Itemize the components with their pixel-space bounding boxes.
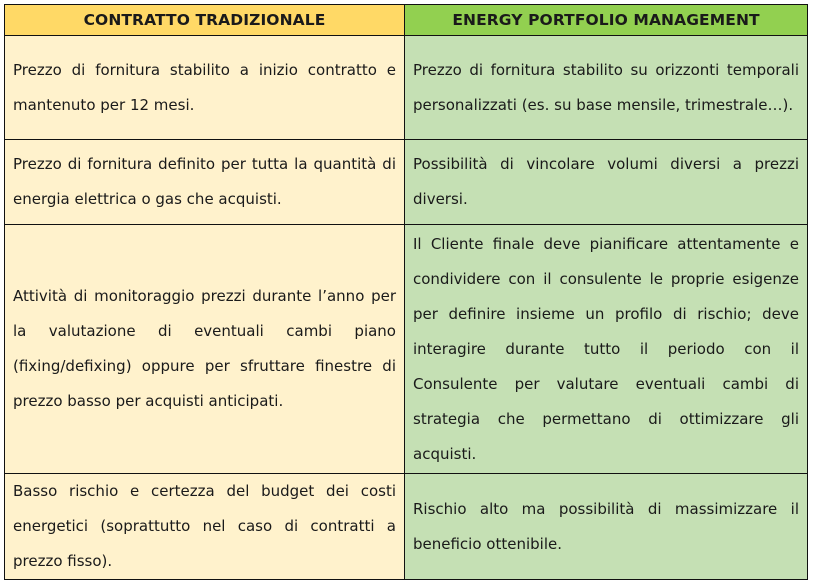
cell-text: Prezzo di fornitura stabilito a inizio contratto e mantenuto per 12 mesi. bbox=[13, 60, 396, 114]
cell-portfolio bbox=[405, 36, 808, 140]
table-row bbox=[5, 140, 808, 225]
table-row bbox=[5, 474, 808, 580]
comparison-table bbox=[4, 4, 808, 580]
cell-text: Rischio alto ma possibilità di massimizzare il beneficio ottenibile. bbox=[413, 499, 799, 553]
cell-text: Prezzo di fornitura stabilito su orizzonti temporali personalizzati (es. su base mensile, trimestrale…). bbox=[413, 60, 799, 114]
cell-tradizionale bbox=[5, 36, 405, 140]
cell-tradizionale bbox=[5, 140, 405, 225]
cell-portfolio bbox=[405, 140, 808, 225]
cell-text: Prezzo di fornitura definito per tutta la quantità di energia elettrica o gas che acquisti. bbox=[13, 155, 396, 208]
header-row bbox=[5, 5, 808, 36]
cell-text: Possibilità di vincolare volumi diversi a prezzi diversi. bbox=[413, 155, 799, 208]
cell-portfolio bbox=[405, 474, 808, 580]
table-row bbox=[5, 36, 808, 140]
cell-tradizionale bbox=[5, 474, 405, 580]
header-energy-portfolio-management: ENERGY PORTFOLIO MANAGEMENT bbox=[405, 5, 808, 36]
cell-tradizionale bbox=[5, 225, 405, 474]
cell-text: Il Cliente finale deve pianificare attentamente e condividere con il consulente le proprie esigenze per definire insieme un profilo di rischio; deve interagire durante tutto il periodo con il Consulente per valutare eventuali cambi di strategia che permettano di ottimizzare gli acquisti. bbox=[413, 234, 799, 463]
cell-portfolio bbox=[405, 225, 808, 474]
table-row bbox=[5, 225, 808, 474]
header-contratto-tradizionale: CONTRATTO TRADIZIONALE bbox=[5, 5, 405, 36]
cell-text: Basso rischio e certezza del budget dei costi energetici (soprattutto nel caso di contratti a prezzo fisso). bbox=[13, 482, 396, 570]
cell-text: Attività di monitoraggio prezzi durante l’anno per la valutazione di eventuali cambi piano (fixing/defixing) oppure per sfruttare finestre di prezzo basso per acquisti anticipati. bbox=[13, 287, 396, 410]
